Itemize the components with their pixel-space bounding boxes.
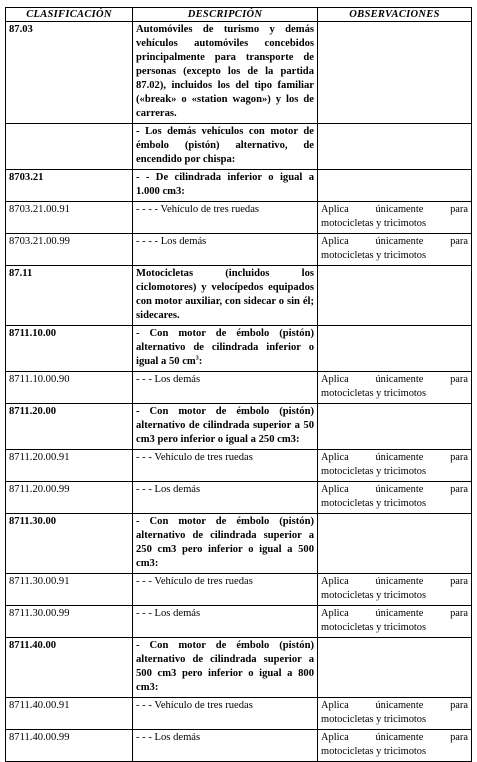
observation-cell: Aplica únicamente para motocicletas y tricimotos	[318, 606, 472, 638]
table-row	[6, 326, 472, 372]
description-cell	[133, 326, 318, 372]
description-cell: - - - Los demás	[133, 730, 318, 762]
description-cell: - - - - Los demás	[133, 234, 318, 266]
table-row	[6, 606, 472, 638]
classification-cell: 8711.10.00	[6, 326, 133, 372]
table-row	[6, 514, 472, 574]
description-cell: - - - Vehículo de tres ruedas	[133, 698, 318, 730]
description-cell: - Los demás vehículos con motor de émbolo (pistón) alternativo, de encendido por chispa:	[133, 124, 318, 170]
observation-cell	[318, 404, 472, 450]
observation-cell: Aplica únicamente para motocicletas y tricimotos	[318, 202, 472, 234]
classification-cell: 8703.21.00.99	[6, 234, 133, 266]
classification-cell	[6, 124, 133, 170]
classification-cell: 87.03	[6, 22, 133, 124]
table-row	[6, 234, 472, 266]
table-row	[6, 404, 472, 450]
description-cell: - - - Los demás	[133, 606, 318, 638]
header-observations: OBSERVACIONES	[318, 8, 472, 22]
classification-cell: 8711.20.00	[6, 404, 133, 450]
table-row	[6, 202, 472, 234]
classification-cell: 8711.30.00	[6, 514, 133, 574]
observation-cell	[318, 266, 472, 326]
table-row	[6, 266, 472, 326]
description-cell: - - - Los demás	[133, 482, 318, 514]
description-text: - Con motor de émbolo (pistón) alternativo de cilindrada inferior o igual a 50 cm	[136, 328, 314, 367]
table-row	[6, 482, 472, 514]
description-cell: - Con motor de émbolo (pistón) alternativo de cilindrada superior a 500 cm3 pero inferior o igual a 800 cm3:	[133, 638, 318, 698]
observation-cell	[318, 124, 472, 170]
observation-cell: Aplica únicamente para motocicletas y tricimotos	[318, 450, 472, 482]
classification-cell: 8703.21.00.91	[6, 202, 133, 234]
observation-cell	[318, 326, 472, 372]
unit-superscript: 3	[195, 355, 199, 362]
classification-cell: 87.11	[6, 266, 133, 326]
description-cell: - - - Vehículo de tres ruedas	[133, 450, 318, 482]
table-row	[6, 124, 472, 170]
observation-cell: Aplica únicamente para motocicletas y tricimotos	[318, 698, 472, 730]
classification-cell: 8711.40.00.99	[6, 730, 133, 762]
table-row	[6, 638, 472, 698]
observation-cell	[318, 22, 472, 124]
table-row	[6, 372, 472, 404]
classification-cell: 8711.40.00.91	[6, 698, 133, 730]
observation-cell	[318, 170, 472, 202]
classification-cell: 8711.40.00	[6, 638, 133, 698]
description-cell: - - - - Vehículo de tres ruedas	[133, 202, 318, 234]
table-body	[6, 22, 472, 762]
table-row	[6, 574, 472, 606]
header-classification: CLASIFICACIÓN	[6, 8, 133, 22]
description-cell: Motocicletas (incluidos los ciclomotores) y velocípedos equipados con motor auxiliar, con sidecar o sin él; sidecares.	[133, 266, 318, 326]
classification-cell: 8711.20.00.91	[6, 450, 133, 482]
description-cell: - - - Los demás	[133, 372, 318, 404]
description-cell: - - - Vehículo de tres ruedas	[133, 574, 318, 606]
description-cell: - - De cilindrada inferior o igual a 1.000 cm3:	[133, 170, 318, 202]
description-tail: :	[198, 356, 203, 367]
classification-cell: 8703.21	[6, 170, 133, 202]
table-row	[6, 698, 472, 730]
header-description: DESCRIPCIÓN	[133, 8, 318, 22]
observation-cell: Aplica únicamente para motocicletas y tricimotos	[318, 574, 472, 606]
classification-cell: 8711.30.00.91	[6, 574, 133, 606]
classification-cell: 8711.30.00.99	[6, 606, 133, 638]
observation-cell: Aplica únicamente para motocicletas y tricimotos	[318, 234, 472, 266]
table-row	[6, 450, 472, 482]
description-cell: - Con motor de émbolo (pistón) alternativo de cilindrada superior a 50 cm3 pero inferior o igual a 250 cm3:	[133, 404, 318, 450]
description-cell: Automóviles de turismo y demás vehículos automóviles concebidos principalmente para transporte de personas (excepto los de la partida 87.02), incluidos los del tipo familiar («break» o «station wagon») y los de carreras.	[133, 22, 318, 124]
tariff-table	[5, 7, 472, 762]
description-cell: - Con motor de émbolo (pistón) alternativo de cilindrada superior a 250 cm3 pero inferior o igual a 500 cm3:	[133, 514, 318, 574]
classification-cell: 8711.20.00.99	[6, 482, 133, 514]
table-row	[6, 22, 472, 124]
classification-cell: 8711.10.00.90	[6, 372, 133, 404]
table-row	[6, 170, 472, 202]
observation-cell: Aplica únicamente para motocicletas y tricimotos	[318, 482, 472, 514]
observation-cell	[318, 514, 472, 574]
observation-cell	[318, 638, 472, 698]
tariff-document	[5, 7, 471, 762]
table-header-row	[6, 8, 472, 22]
observation-cell: Aplica únicamente para motocicletas y tricimotos	[318, 372, 472, 404]
observation-cell: Aplica únicamente para motocicletas y tricimotos	[318, 730, 472, 762]
table-row	[6, 730, 472, 762]
